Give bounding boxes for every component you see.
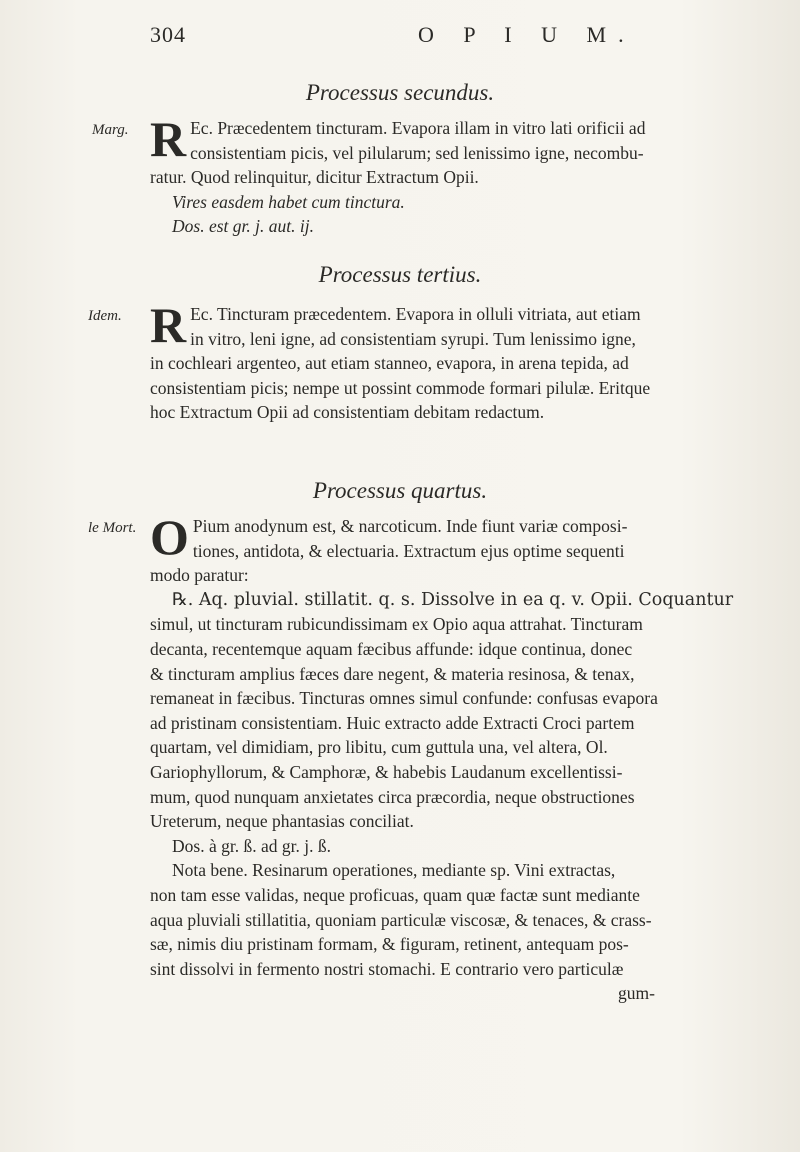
- paragraph-quartus: [150, 509, 734, 1006]
- text-line: aqua pluviali stillatitia, quoniam particulæ viscosæ, & tenaces, & crass-: [150, 909, 652, 930]
- margin-note-idem: Idem.: [88, 308, 122, 324]
- text-line: Ec. Præcedentem tincturam. Evapora illam in vitro lati orificii ad: [190, 118, 646, 138]
- text-line: mum, quod nunquam anxietates circa præcordia, neque obstructiones: [150, 786, 635, 807]
- margin-note-le-mort: le Mort.: [88, 520, 137, 536]
- text-line: Dos. est gr. j. aut. ij.: [172, 216, 314, 237]
- text-line: tiones, antidota, & electuaria. Extractum ejus optime sequenti: [192, 540, 625, 561]
- text-line: simul, ut tincturam rubicundissimam ex Opio aqua attrahat. Tincturam: [150, 614, 643, 635]
- paragraph-secundus: [150, 111, 655, 239]
- text-line: modo paratur:: [150, 565, 249, 586]
- section-heading-tertius: Processus tertius.: [318, 262, 482, 287]
- text-line: Ec. Tincturam præcedentem. Evapora in olluli vitriata, aut etiam: [190, 304, 641, 324]
- drop-cap: R: [150, 111, 187, 167]
- text-line: ratur. Quod relinquitur, dicitur Extractum Opii.: [150, 167, 479, 188]
- text-line: Nota bene. Resinarum operationes, mediante sp. Vini extractas,: [172, 860, 616, 881]
- text-line: in vitro, leni igne, ad consistentiam syrupi. Tum lenissimo igne,: [190, 328, 636, 349]
- text-line: consistentiam picis; nempe ut possint commode formari pilulæ. Eritque: [150, 377, 651, 398]
- text-line: sint dissolvi in fermento nostri stomachi. E contrario vero particulæ: [150, 958, 624, 979]
- text-line: Gariophyllorum, & Camphoræ, & habebis Laudanum excellentissi-: [150, 761, 623, 782]
- text-line: Ureterum, neque phantasias conciliat.: [150, 811, 414, 832]
- text-line: ad pristinam consistentiam. Huic extracto adde Extracti Croci partem: [150, 712, 635, 733]
- text-line: consistentiam picis, vel pilularum; sed lenissimo igne, necombu-: [190, 142, 644, 163]
- running-title: O P I U M.: [418, 22, 636, 47]
- text-line: non tam esse validas, neque proficuas, quam quæ factæ sunt mediante: [150, 884, 640, 905]
- text-line: remaneat in fæcibus. Tincturas omnes simul confunde: confusas evapora: [150, 688, 658, 709]
- page-header: [150, 22, 710, 52]
- section-heading-secundus: Processus secundus.: [305, 80, 495, 105]
- text-line: quartam, vel dimidiam, pro libitu, cum guttula una, vel altera, Ol.: [150, 737, 608, 758]
- margin-note-marg: Marg.: [92, 122, 129, 138]
- section-heading-quartus: Processus quartus.: [312, 478, 488, 503]
- text-line: Pium anodynum est, & narcoticum. Inde fiunt variæ composi-: [192, 516, 628, 536]
- text-line: Dos. à gr. ß. ad gr. j. ß.: [172, 835, 331, 856]
- text-line: in cochleari argenteo, aut etiam stanneo, evapora, in arena tepida, ad: [150, 353, 629, 374]
- text-line: hoc Extractum Opii ad consistentiam debitam redactum.: [150, 402, 545, 423]
- paragraph-tertius: [150, 297, 655, 425]
- drop-cap: O: [150, 509, 189, 565]
- text-line: & tincturam amplius fæces dare negent, & materia resinosa, & tenax,: [150, 663, 635, 684]
- text-line: ℞. Aq. pluvial. stillatit. q. s. Dissolve in ea q. v. Opii. Coquantur: [172, 589, 734, 610]
- page-number: 304: [150, 22, 186, 47]
- text-line: decanta, recentemque aquam fæcibus affunde: idque continua, donec: [150, 638, 633, 659]
- text-line: Vires easdem habet cum tinctura.: [172, 191, 405, 212]
- catchword: gum-: [618, 983, 655, 1004]
- drop-cap: R: [150, 297, 187, 353]
- text-line: sæ, nimis diu pristinam formam, & figuram, retinent, antequam pos-: [150, 934, 629, 955]
